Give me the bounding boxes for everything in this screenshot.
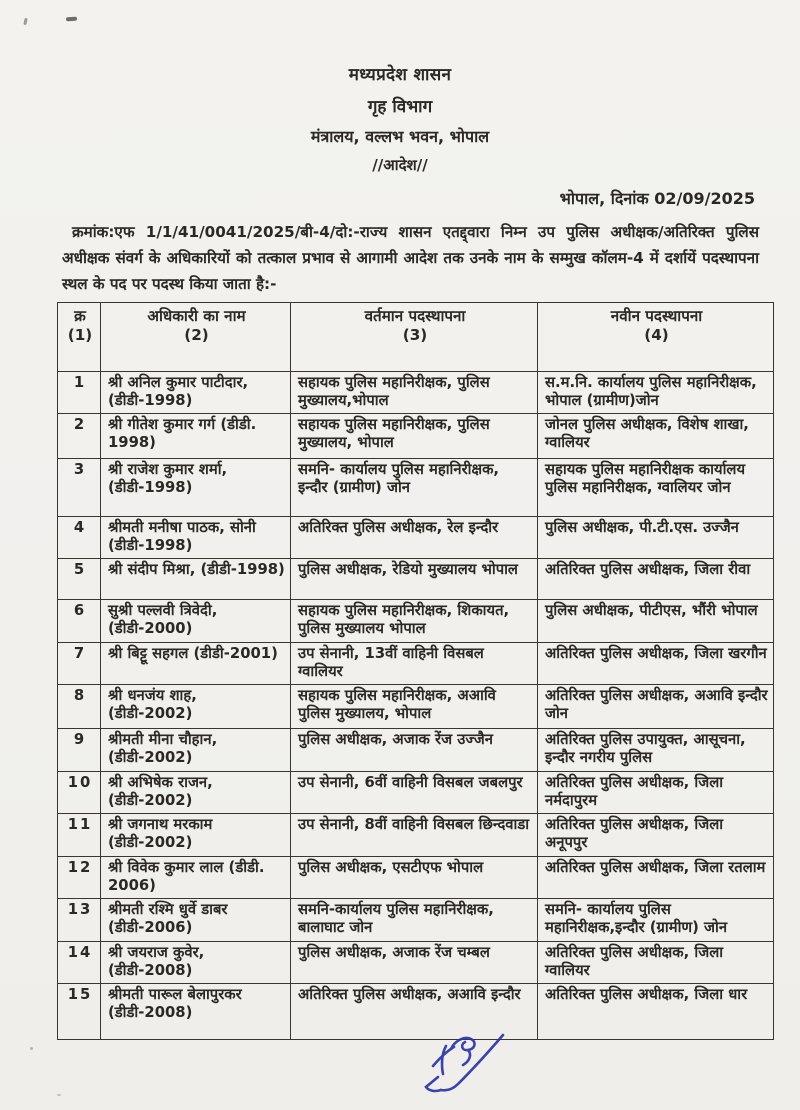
column-header-serial: क्र (1) — [58, 303, 101, 372]
table-row — [58, 684, 774, 728]
cell-officer-name: श्री गीतेश कुमार गर्ग (डीडी. 1998) — [101, 413, 291, 458]
cell-serial: 11 — [58, 813, 101, 856]
column-header-current-posting: वर्तमान पदस्थापना (3) — [291, 303, 538, 372]
cell-current-posting: सहायक पुलिस महानिरीक्षक, पुलिस मुख्यालय, भोपाल — [291, 413, 538, 458]
cell-officer-name: श्री अनिल कुमार पाटीदार, (डीडी-1998) — [101, 372, 291, 414]
signature-ink-mark — [412, 1028, 537, 1110]
cell-new-posting: अतिरिक्त पुलिस अधीक्षक, जिला अनूपपुर — [538, 813, 774, 856]
cell-serial: 12 — [58, 856, 101, 898]
column-header-new-posting: नवीन पदस्थापना (4) — [538, 303, 774, 372]
cell-new-posting: स.म.नि. कार्यालय पुलिस महानिरीक्षक, भोपाल (ग्रामीण)जोन — [538, 372, 774, 414]
cell-new-posting: पुलिस अधीक्षक, पीटीएस, भौंरी भोपाल — [538, 599, 774, 642]
government-name: मध्यप्रदेश शासन — [348, 65, 452, 85]
cell-officer-name: श्रीमती रश्मि धुर्वे डाबर (डीडी-2006) — [101, 898, 291, 941]
scan-speck — [57, 1094, 61, 1096]
cell-officer-name: श्री जयराज कुवेर, (डीडी-2008) — [101, 941, 291, 983]
place-and-date: भोपाल, दिनांक 02/09/2025 — [559, 189, 755, 208]
cell-officer-name: श्री जगनाथ मरकाम (डीडी-2002) — [101, 813, 291, 856]
cell-serial: 6 — [58, 599, 101, 642]
cell-officer-name: श्रीमती मनीषा पाठक, सोनी (डीडी-1998) — [101, 516, 291, 558]
cell-new-posting: अतिरिक्त पुलिस अधीक्षक, अआवि इन्दौर जोन — [538, 684, 774, 728]
cell-serial: 1 — [58, 372, 101, 414]
cell-officer-name: श्री राजेश कुमार शर्मा, (डीडी-1998) — [101, 458, 291, 516]
table-row — [58, 813, 774, 856]
cell-current-posting: अतिरिक्त पुलिस अधीक्षक, अआवि इन्दौर — [291, 983, 538, 1039]
scan-speck — [30, 1047, 33, 1050]
table-row — [58, 771, 774, 813]
cell-officer-name: श्री धनजंय शाह, (डीडी-2002) — [101, 684, 291, 728]
cell-serial: 2 — [58, 413, 101, 458]
cell-officer-name: श्री विवेक कुमार लाल (डीडी. 2006) — [101, 856, 291, 898]
cell-officer-name: श्री बिट्टू सहगल (डीडी-2001) — [101, 642, 291, 684]
cell-new-posting: अतिरिक्त पुलिस अधीक्षक, जिला धार — [538, 983, 774, 1039]
cell-serial: 8 — [58, 684, 101, 728]
office-address: मंत्रालय, वल्लभ भवन, भोपाल — [310, 127, 490, 146]
cell-current-posting: अतिरिक्त पुलिस अधीक्षक, रेल इन्दौर — [291, 516, 538, 558]
cell-officer-name: श्री संदीप मिश्रा, (डीडी-1998) — [101, 558, 291, 599]
cell-new-posting: अतिरिक्त पुलिस उपायुक्त, आसूचना, इन्दौर नगरीय पुलिस — [538, 728, 774, 771]
cell-new-posting: समनि- कार्यालय पुलिस महानिरीक्षक,इन्दौर (ग्रामीण) जोन — [538, 898, 774, 941]
cell-new-posting: जोनल पुलिस अधीक्षक, विशेष शाखा, ग्वालियर — [538, 413, 774, 458]
letterhead — [0, 62, 800, 175]
cell-current-posting: उप सेनानी, 13वीं वाहिनी विसबल ग्वालियर — [291, 642, 538, 684]
cell-current-posting: पुलिस अधीक्षक, रेडियो मुख्यालय भोपाल — [291, 558, 538, 599]
transfer-table-body — [58, 372, 774, 1040]
cell-officer-name: श्री अभिषेक राजन, (डीडी-2002) — [101, 771, 291, 813]
cell-new-posting: अतिरिक्त पुलिस अधीक्षक, जिला नर्मदापुरम — [538, 771, 774, 813]
department-name: गृह विभाग — [367, 97, 433, 117]
table-row — [58, 941, 774, 983]
cell-officer-name: श्रीमती पारूल बेलापुरकर (डीडी-2008) — [101, 983, 291, 1039]
table-row — [58, 856, 774, 898]
cell-current-posting: समनि- कार्यालय पुलिस महानिरीक्षक, इन्दौर (ग्रामीण) जोन — [291, 458, 538, 516]
scan-artifact-mark — [66, 17, 77, 22]
cell-new-posting: अतिरिक्त पुलिस अधीक्षक, जिला रतलाम — [538, 856, 774, 898]
table-row — [58, 599, 774, 642]
cell-officer-name: श्रीमती मीना चौहान, (डीडी-2002) — [101, 728, 291, 771]
cell-serial: 14 — [58, 941, 101, 983]
cell-current-posting: सहायक पुलिस महानिरीक्षक, शिकायत, पुलिस मुख्यालय भोपाल — [291, 599, 538, 642]
scan-artifact-mark — [23, 18, 27, 25]
cell-current-posting: सहायक पुलिस महानिरीक्षक, अआवि पुलिस मुख्यालय, भोपाल — [291, 684, 538, 728]
cell-new-posting: अतिरिक्त पुलिस अधीक्षक, जिला रीवा — [538, 558, 774, 599]
table-row — [58, 558, 774, 599]
cell-new-posting: अतिरिक्त पुलिस अधीक्षक, जिला ग्वालियर — [538, 941, 774, 983]
cell-officer-name: सुश्री पल्लवी त्रिवेदी, (डीडी-2000) — [101, 599, 291, 642]
table-row — [58, 372, 774, 414]
cell-serial: 7 — [58, 642, 101, 684]
transfer-table — [57, 302, 774, 1040]
cell-serial: 4 — [58, 516, 101, 558]
table-row — [58, 642, 774, 684]
cell-serial: 5 — [58, 558, 101, 599]
cell-serial: 10 — [58, 771, 101, 813]
cell-serial: 13 — [58, 898, 101, 941]
cell-current-posting: पुलिस अधीक्षक, एसटीएफ भोपाल — [291, 856, 538, 898]
table-header-row — [58, 303, 774, 372]
table-row — [58, 898, 774, 941]
cell-new-posting: पुलिस अधीक्षक, पी.टी.एस. उज्जैन — [538, 516, 774, 558]
table-row — [58, 458, 774, 516]
cell-current-posting: उप सेनानी, 6वीं वाहिनी विसबल जबलपुर — [291, 771, 538, 813]
table-row — [58, 516, 774, 558]
cell-serial: 15 — [58, 983, 101, 1039]
cell-new-posting: अतिरिक्त पुलिस अधीक्षक, जिला खरगौन — [538, 642, 774, 684]
cell-current-posting: उप सेनानी, 8वीं वाहिनी विसबल छिन्दवाडा — [291, 813, 538, 856]
table-row — [58, 413, 774, 458]
cell-current-posting: सहायक पुलिस महानिरीक्षक, पुलिस मुख्यालय,भोपाल — [291, 372, 538, 414]
cell-current-posting: पुलिस अधीक्षक, अजाक रेंज उज्जैन — [291, 728, 538, 771]
column-header-officer-name: अधिकारी का नाम (2) — [101, 303, 291, 372]
cell-current-posting: पुलिस अधीक्षक, अजाक रेंज चम्बल — [291, 941, 538, 983]
order-heading: //आदेश// — [372, 156, 428, 174]
cell-serial: 9 — [58, 728, 101, 771]
cell-serial: 3 — [58, 458, 101, 516]
cell-current-posting: समनि-कार्यालय पुलिस महानिरीक्षक, बालाघाट जोन — [291, 898, 538, 941]
table-row — [58, 728, 774, 771]
order-reference-paragraph: क्रमांक:एफ 1/1/41/0041/2025/बी-4/दो:-राज्य शासन एतद्द्वारा निम्न उप पुलिस अधीक्षक/अतिरिक्त पुलिस अधीक्षक संवर्ग के अधिकारियों को तत्काल प्रभाव से आगामी आदेश तक उनके नाम के सम्मुख कॉलम-4 में दर्शायें पदस्थापना स्थल के पद पर पदस्थ किया जाता है:- — [62, 223, 759, 293]
cell-new-posting: सहायक पुलिस महानिरीक्षक कार्यालय पुलिस महानिरीक्षक, ग्वालियर जोन — [538, 458, 774, 516]
